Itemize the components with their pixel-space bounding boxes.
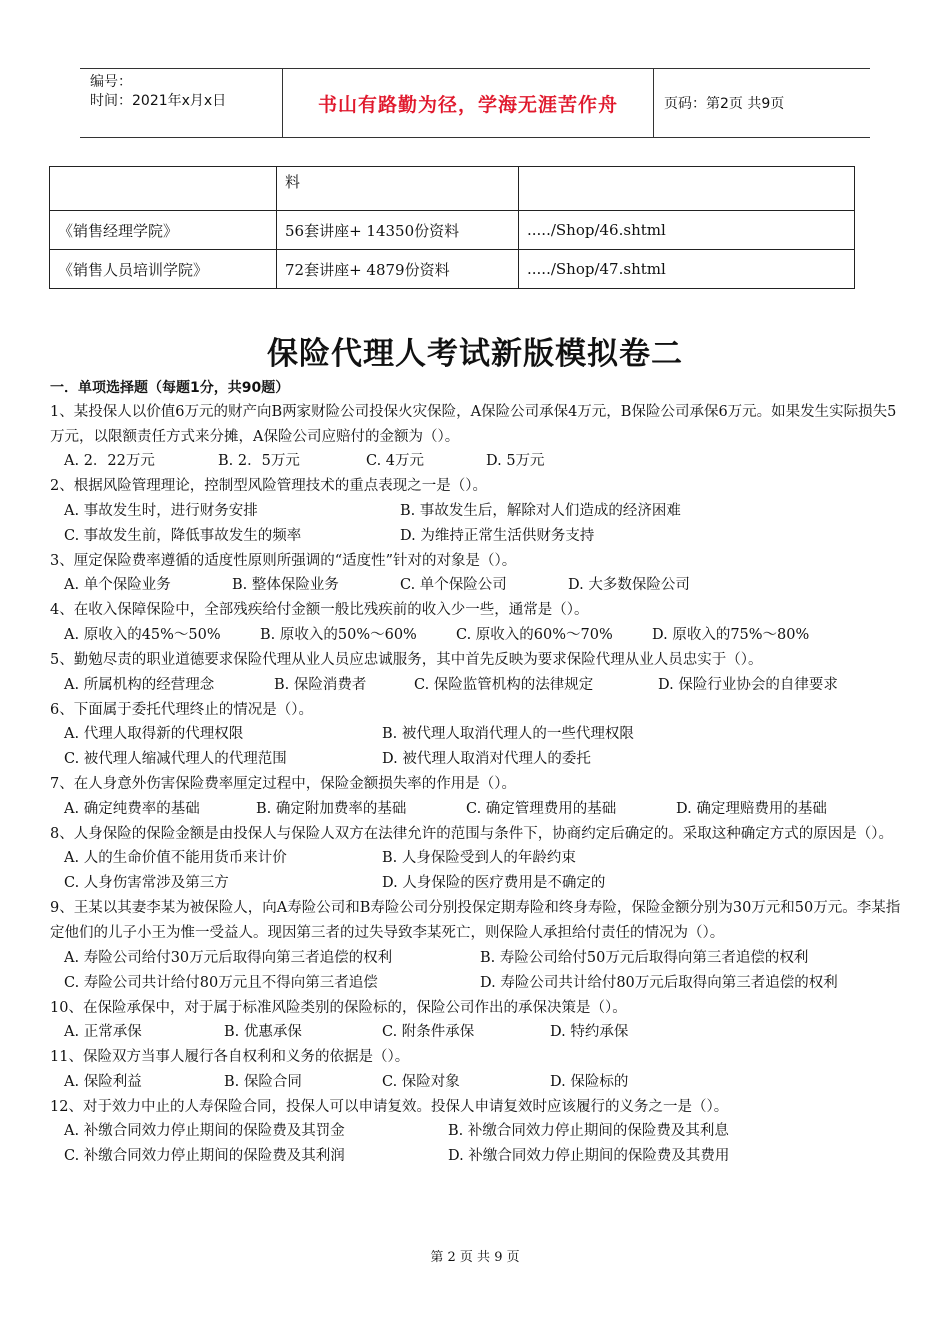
option-a: A. 寿险公司给付30万元后取得向第三者追偿的权利 [64,949,393,966]
option-b: B. 被代理人取消代理人的一些代理权限 [382,726,634,743]
option-d: D. 补缴合同效力停止期间的保险费及其费用 [448,1148,730,1165]
option-c: C. 人身伤害常涉及第三方 [64,875,229,892]
option-b: B. 补缴合同效力停止期间的保险费及其利息 [448,1123,729,1140]
question-options [50,1070,910,1095]
question-options [50,499,910,524]
option-a: A. 所属机构的经营理念 [64,676,215,693]
option-d: D. 寿险公司共计给付80万元后取得向第三者追偿的权利 [480,974,838,991]
section-title: 一．单项选择题（每题1分，共90题） [50,380,290,396]
table-cell [519,167,855,211]
question-text: 5、勤勉尽责的职业道德要求保险代理从业人员应忠诚服务，其中首先反映为要求保险代理从业人员忠实于（）。 [50,651,763,668]
option-a: A. 补缴合同效力停止期间的保险费及其罚金 [64,1123,345,1140]
header-meta [80,69,282,137]
option-c: C. 事故发生前，降低事故发生的频率 [64,527,302,544]
document-time: 时间：2021年x月x日 [90,93,227,109]
option-c: C. 寿险公司共计给付80万元且不得向第三者追偿 [64,974,378,991]
option-d: D. 保险标的 [550,1073,629,1090]
question-text: 7、在人身意外伤害保险费率厘定过程中，保险金额损失率的作用是（）。 [50,776,516,793]
header-page-number: 页码：第2页 共9页 [664,96,785,112]
question-options [50,673,910,698]
table-cell: ...../Shop/46.shtml [519,211,855,250]
table-row [50,167,855,211]
table-cell: 《销售人员培训学院》 [50,250,277,289]
option-c: C. 被代理人缩减代理人的代理范围 [64,751,287,768]
option-a: A. 原收入的45%～50% [64,626,221,643]
option-a: A. 保险利益 [64,1073,142,1090]
option-d: D. 确定理赔费用的基础 [676,800,827,817]
question-options [50,797,910,822]
table-cell: ...../Shop/47.shtml [519,250,855,289]
question-text: 11、保险双方当事人履行各自权利和义务的依据是（）。 [50,1049,410,1066]
question-options [50,971,910,996]
option-d: D. 为维持正常生活供财务支持 [400,527,595,544]
table-cell: 72套讲座+ 4879份资料 [277,250,519,289]
question-text: 6、下面属于委托代理终止的情况是（）。 [50,701,313,718]
option-a: A. 事故发生时，进行财务安排 [64,502,258,519]
question-text: 4、在收入保障保险中，全部残疾给付金额一般比残疾前的收入少一些，通常是（）。 [50,602,589,619]
question-text: 1、某投保人以价值6万元的财产向B两家财险公司投保火灾保险，A保险公司承保4万元，B保险公司承保6万元。如果发生实际损失5万元，以限额责任方式来分摊，A保险公司应赔付的金额为（）。 [50,404,897,445]
option-a: A. 2．22万元 [64,453,155,470]
option-d: D. 特约承保 [550,1024,629,1041]
option-c: C. 4万元 [366,453,425,470]
option-a: A. 正常承保 [64,1024,142,1041]
option-c: C. 保险对象 [382,1073,460,1090]
option-b: B. 保险消费者 [274,676,367,693]
option-b: B. 人身保险受到人的年龄约束 [382,850,576,867]
option-b: B. 2．5万元 [218,453,300,470]
option-d: D. 5万元 [486,453,545,470]
question-text: 2、根据风险管理理论，控制型风险管理技术的重点表现之一是（）。 [50,478,487,495]
table-cell: 56套讲座+ 14350份资料 [277,211,519,250]
question-text: 8、人身保险的保险金额是由投保人与保险人双方在法律允许的范围与条件下，协商约定后确定的。采取这种确定方式的原因是（）。 [50,825,893,842]
table-row [50,250,855,289]
question-options [50,573,910,598]
question-text: 10、在保险承保中，对于属于标准风险类别的保险标的，保险公司作出的承保决策是（）。 [50,999,627,1016]
question-options [50,846,910,871]
question-list [50,376,910,1169]
question-options [50,871,910,896]
question-options [50,1020,910,1045]
header-motto-cell [282,69,654,137]
option-c: C. 单个保险公司 [400,577,507,594]
page-header [80,68,870,138]
option-b: B. 确定附加费率的基础 [256,800,407,817]
resource-table [49,166,855,289]
option-c: C. 附条件承保 [382,1024,475,1041]
option-a: A. 单个保险业务 [64,577,171,594]
table-cell: 料 [277,167,519,211]
question-options [50,946,910,971]
table-cell: 《销售经理学院》 [50,211,277,250]
question-options [50,623,910,648]
table-row [50,211,855,250]
question-options [50,1144,910,1169]
option-b: B. 优惠承保 [224,1024,302,1041]
option-a: A. 确定纯费率的基础 [64,800,200,817]
question-options [50,722,910,747]
question-options [50,1119,910,1144]
page-footer: 第 2 页 共 9 页 [430,1250,520,1265]
option-c: C. 保险监管机构的法律规定 [414,676,594,693]
document-number: 编号： [90,74,132,90]
exam-title: 保险代理人考试新版模拟卷二 [267,336,683,372]
option-d: D. 人身保险的医疗费用是不确定的 [382,875,606,892]
option-b: B. 保险合同 [224,1073,302,1090]
option-d: D. 被代理人取消对代理人的委托 [382,751,591,768]
question-text: 3、厘定保险费率遵循的适度性原则所强调的“适度性”针对的对象是（）。 [50,552,517,569]
option-c: C. 确定管理费用的基础 [466,800,617,817]
option-a: A. 代理人取得新的代理权限 [64,726,244,743]
option-b: B. 原收入的50%～60% [260,626,417,643]
question-options [50,449,910,474]
option-d: D. 保险行业协会的自律要求 [658,676,838,693]
option-b: B. 事故发生后，解除对人们造成的经济困难 [400,502,681,519]
header-motto: 书山有路勤为径，学海无涯苦作舟 [317,93,618,116]
option-b: B. 寿险公司给付50万元后取得向第三者追偿的权利 [480,949,809,966]
question-options [50,524,910,549]
question-text: 12、对于效力中止的人寿保险合同，投保人可以申请复效。投保人申请复效时应该履行的义务之一是（）。 [50,1098,729,1115]
option-d: D. 原收入的75%～80% [652,626,810,643]
option-c: C. 补缴合同效力停止期间的保险费及其利润 [64,1148,345,1165]
option-b: B. 整体保险业务 [232,577,339,594]
option-c: C. 原收入的60%～70% [456,626,613,643]
option-a: A. 人的生命价值不能用货币来计价 [64,850,287,867]
option-d: D. 大多数保险公司 [568,577,690,594]
question-options [50,747,910,772]
table-cell [50,167,277,211]
question-text: 9、王某以其妻李某为被保险人，向A寿险公司和B寿险公司分别投保定期寿险和终身寿险，保险金额分别为30万元和50万元。李某指定他们的儿子小王为惟一受益人。现因第三者的过失导致李某死亡，则保险人承担给付责任的情况为（）。 [50,900,901,941]
